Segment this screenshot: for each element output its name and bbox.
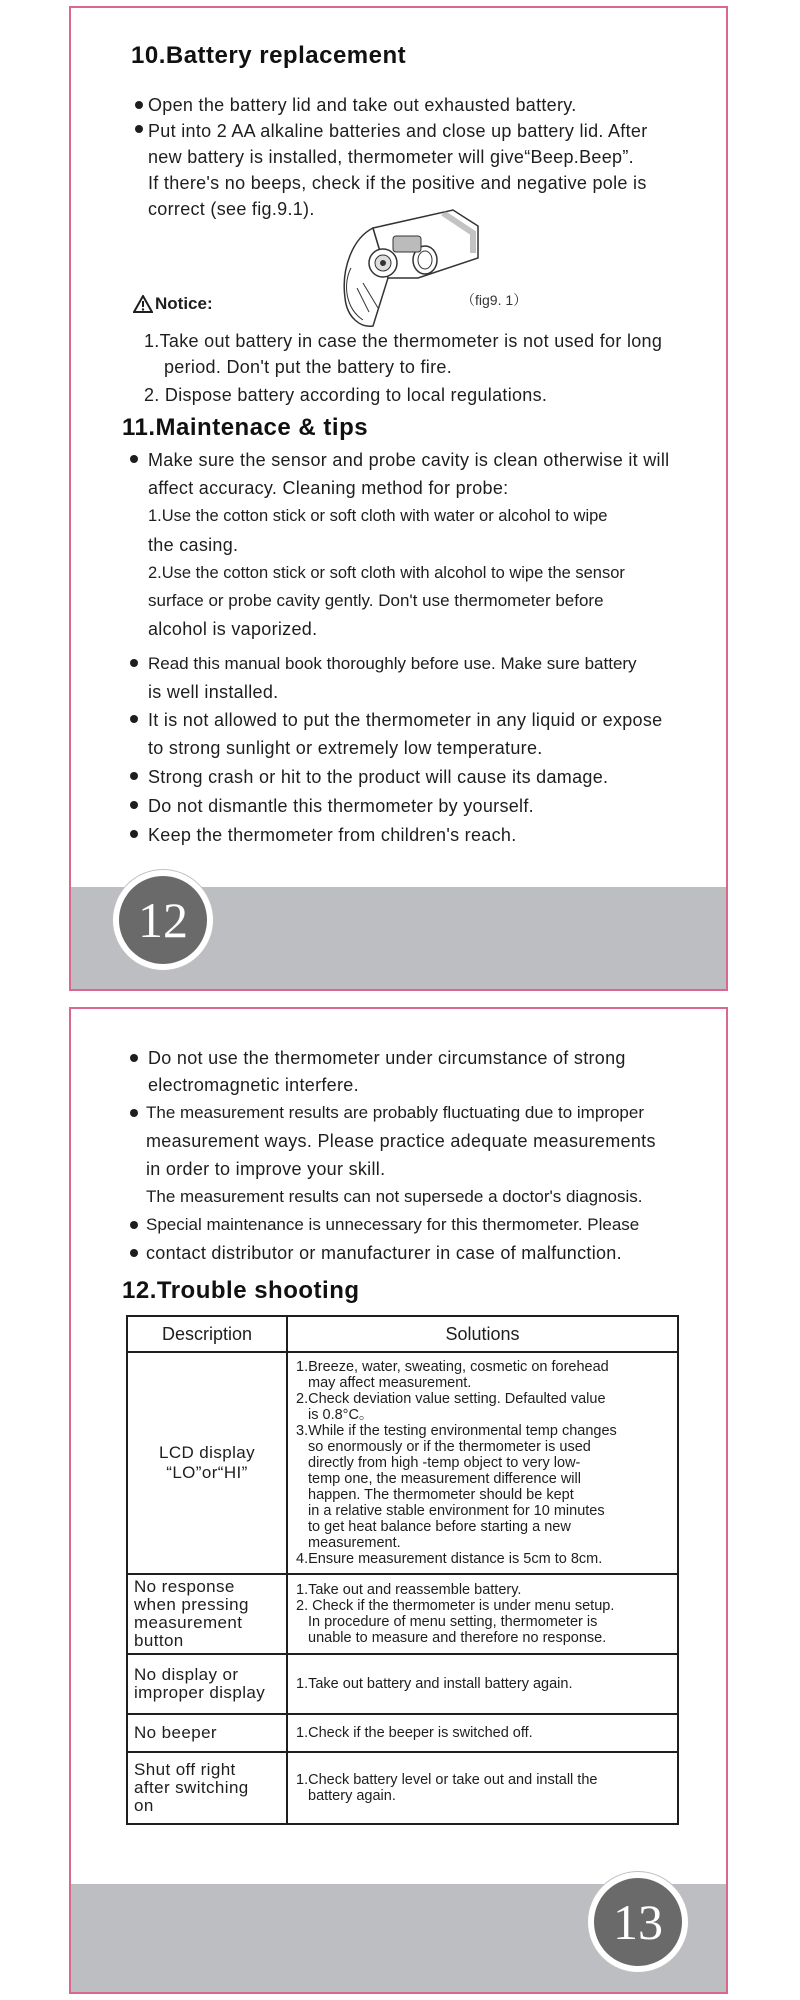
battery-bullet-2-line-4: correct (see fig.9.1). <box>148 199 315 219</box>
bullet-dot-icon <box>130 455 138 463</box>
bullet-dot-icon <box>135 101 143 109</box>
maintenance-b1-line-2: affect accuracy. Cleaning method for probe: <box>148 478 509 498</box>
solution-line: happen. The thermometer should be kept <box>308 1487 574 1503</box>
maintenance-b2-line-1: Read this manual book thoroughly before use. Make sure battery <box>148 654 637 673</box>
page-number-badge: 12 <box>113 870 213 970</box>
p2-b1-line-2: electromagnetic interfere. <box>148 1075 359 1095</box>
solution-line: 1.Check battery level or take out and install the <box>296 1772 598 1788</box>
solution-line: so enormously or if the thermometer is used <box>308 1439 591 1455</box>
maintenance-b1-line-7: alcohol is vaporized. <box>148 619 318 639</box>
row-description-text: No response when pressing measurement button <box>134 1577 249 1650</box>
row-solution <box>287 1714 678 1752</box>
notice-item-1-line-1: 1.Take out battery in case the thermometer is not used for long <box>144 331 663 351</box>
battery-bullet-2-line-2: new battery is installed, thermometer will give“Beep.Beep”. <box>148 147 634 167</box>
battery-bullet-2-line-3: If there's no beeps, check if the positive and negative pole is <box>148 173 647 193</box>
battery-heading: 10.Battery replacement <box>131 42 407 69</box>
row-description <box>127 1752 287 1824</box>
table-row <box>127 1654 678 1714</box>
maintenance-b6: Keep the thermometer from children's reach. <box>148 825 517 845</box>
bullet-dot-icon <box>130 715 138 723</box>
notice-item-2: 2. Dispose battery according to local regulations. <box>144 385 548 405</box>
p2-b2-line-4: The measurement results can not supersede a doctor's diagnosis. <box>146 1187 643 1206</box>
p2-b2-line-2: measurement ways. Please practice adequate measurements <box>146 1131 656 1151</box>
maintenance-b5: Do not dismantle this thermometer by yourself. <box>148 796 534 816</box>
maintenance-b3-line-2: to strong sunlight or extremely low temperature. <box>148 738 543 758</box>
maintenance-b1-line-6: surface or probe cavity gently. Don't use thermometer before <box>148 591 604 610</box>
row-description <box>127 1714 287 1752</box>
solution-line: in a relative stable environment for 10 minutes <box>308 1503 605 1519</box>
bullet-dot-icon <box>135 125 143 133</box>
p2-b3: Special maintenance is unnecessary for this thermometer. Please <box>146 1215 640 1234</box>
solution-line: 1.Take out and reassemble battery. <box>296 1582 522 1598</box>
row-solution <box>287 1352 678 1574</box>
solution-line: 1.Check if the beeper is switched off. <box>296 1725 533 1741</box>
solution-line: 2. Check if the thermometer is under menu setup. <box>296 1598 615 1614</box>
maintenance-b1-line-3: 1.Use the cotton stick or soft cloth with water or alcohol to wipe <box>148 507 608 525</box>
solution-line: In procedure of menu setting, thermometer is <box>308 1614 598 1630</box>
row-description <box>127 1352 287 1574</box>
notice-text: Notice: <box>155 294 213 313</box>
maintenance-b1-line-4: the casing. <box>148 535 239 555</box>
battery-bullet-1: Open the battery lid and take out exhausted battery. <box>148 95 577 115</box>
row-description-text: LCD display “LO”or“HI” <box>158 1443 256 1482</box>
solution-line: to get heat balance before starting a new <box>308 1519 571 1535</box>
warning-triangle-icon <box>133 295 153 313</box>
figure-caption: （fig9. 1） <box>461 292 528 308</box>
manual-page-13 <box>69 1007 728 1994</box>
solution-line: unable to measure and therefore no response. <box>308 1630 607 1646</box>
trouble-shooting-table <box>126 1315 679 1825</box>
maintenance-b4: Strong crash or hit to the product will cause its damage. <box>148 767 609 787</box>
thermometer-battery-figure <box>333 208 483 333</box>
p2-b1-line-1: Do not use the thermometer under circumstance of strong <box>148 1048 626 1068</box>
bullet-dot-icon <box>130 801 138 809</box>
bullet-dot-icon <box>130 772 138 780</box>
notice-label <box>133 294 213 314</box>
solution-line: directly from high -temp object to very low- <box>308 1455 581 1471</box>
solution-line: 3.While if the testing environmental temp changes <box>296 1423 617 1439</box>
table-row <box>127 1574 678 1654</box>
maintenance-b3-line-1: It is not allowed to put the thermometer in any liquid or expose <box>148 710 663 730</box>
trouble-heading: 12.Trouble shooting <box>122 1277 360 1304</box>
notice-item-1-line-2: period. Don't put the battery to fire. <box>164 357 452 377</box>
battery-bullet-2-line-1: Put into 2 AA alkaline batteries and close up battery lid. After <box>148 121 648 141</box>
bullet-dot-icon <box>130 659 138 667</box>
row-solution <box>287 1654 678 1714</box>
p2-b2-line-3: in order to improve your skill. <box>146 1159 386 1179</box>
solution-line: measurement. <box>308 1535 401 1551</box>
maintenance-b1-line-1: Make sure the sensor and probe cavity is clean otherwise it will <box>148 450 670 470</box>
row-description <box>127 1574 287 1654</box>
row-description-text: Shut off right after switching on <box>134 1760 249 1815</box>
table-row <box>127 1352 678 1574</box>
maintenance-b2-line-2: is well installed. <box>148 682 279 702</box>
bullet-dot-icon <box>130 1221 138 1229</box>
maintenance-b1-line-5: 2.Use the cotton stick or soft cloth with alcohol to wipe the sensor <box>148 564 625 582</box>
bullet-dot-icon <box>130 1109 138 1117</box>
p2-b2-line-1: The measurement results are probably fluctuating due to improper <box>146 1103 644 1122</box>
bullet-dot-icon <box>130 1054 138 1062</box>
solution-line: temp one, the measurement difference will <box>308 1471 581 1487</box>
col-solutions: Solutions <box>287 1316 678 1352</box>
maintenance-heading: 11.Maintenace & tips <box>122 414 369 441</box>
page-number-badge: 13 <box>588 1872 688 1972</box>
solution-line: is 0.8°C。 <box>308 1407 374 1423</box>
row-solution <box>287 1752 678 1824</box>
table-row <box>127 1752 678 1824</box>
bullet-dot-icon <box>130 1249 138 1257</box>
row-description-text: No display or improper display <box>134 1665 266 1702</box>
solution-line: 2.Check deviation value setting. Defaulted value <box>296 1391 606 1407</box>
solution-line: 4.Ensure measurement distance is 5cm to 8cm. <box>296 1551 603 1567</box>
row-description <box>127 1654 287 1714</box>
manual-page-12 <box>69 6 728 991</box>
row-description-text: No beeper <box>134 1723 217 1742</box>
col-description: Description <box>127 1316 287 1352</box>
table-row <box>127 1714 678 1752</box>
table-header-row <box>127 1316 678 1352</box>
solution-line: may affect measurement. <box>308 1375 472 1391</box>
solution-line: 1.Breeze, water, sweating, cosmetic on forehead <box>296 1359 609 1375</box>
solution-line: battery again. <box>308 1788 396 1804</box>
row-solution <box>287 1574 678 1654</box>
p2-b4: contact distributor or manufacturer in case of malfunction. <box>146 1243 622 1263</box>
solution-line: 1.Take out battery and install battery again. <box>296 1676 573 1692</box>
bullet-dot-icon <box>130 830 138 838</box>
